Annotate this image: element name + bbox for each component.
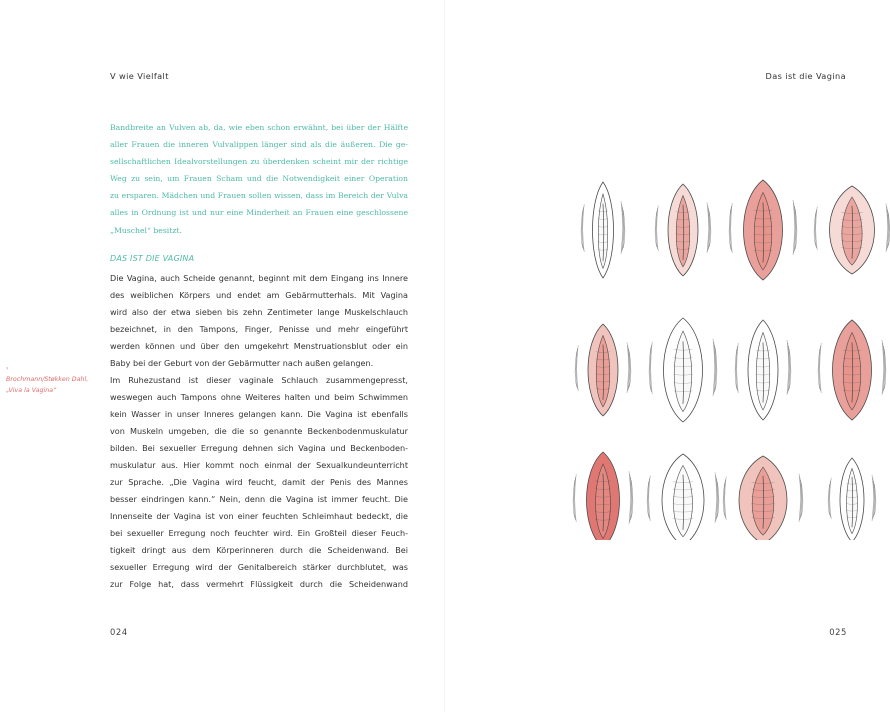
body-line: bilden. Bei sexueller Erregung dehnen sich Vagina und Beckenboden- xyxy=(110,443,408,453)
marginal-note xyxy=(6,363,106,396)
body-line: wird also der etwa sieben bis zehn Zentimeter lange Muskelschlauch xyxy=(110,307,408,317)
body-line: von Muskeln umgeben, die die so genannte Beckenbodenmuskulatur xyxy=(110,426,408,436)
page-number-right: 025 xyxy=(829,627,847,637)
page-number-left: 024 xyxy=(110,627,128,637)
body-line: Baby bei der Geburt von der Gebärmutter nach außen gelangen. xyxy=(110,358,374,368)
body-line: zur Sprache. „Die Vagina wird feucht, damit der Penis des Mannes xyxy=(110,477,408,487)
vulva-sketch-icon xyxy=(729,180,797,280)
body-line: muskulatur aus. Hier kommt noch einmal der Sexualkundeunterricht xyxy=(110,460,408,470)
teal-line: alles in Ordnung ist und nur eine Minderheit an Frauen eine geschlossene xyxy=(110,208,408,218)
teal-paragraph xyxy=(110,119,408,239)
body-line: Im Ruhezustand ist dieser vaginale Schlauch zusammengepresst, xyxy=(110,375,408,385)
vulva-sketch-icon xyxy=(655,184,711,276)
running-head-left: V wie Vielfalt xyxy=(110,71,169,81)
teal-line: aller Frauen die inneren Vulvalippen länger sind als die äußeren. Die ge- xyxy=(110,140,408,150)
teal-line: sellschaftlichen Idealvorstellungen zu überdenken scheint mir der richtige xyxy=(110,157,408,167)
vulva-sketch-icon xyxy=(649,318,717,422)
section-heading: DAS IST DIE VAGINA xyxy=(110,254,195,263)
body-line: bezeichnet, in den Tampons, Finger, Penisse und mehr eingeführt xyxy=(110,324,408,334)
body-line: werden können und über den umgekehrt Menstruationsblut oder ein xyxy=(110,341,408,351)
body-line: bei sexueller Erregung noch feuchter wird. Ein Großteil dieser Feuch- xyxy=(110,528,408,538)
vulva-sketch-icon xyxy=(723,456,803,540)
vulva-sketch-icon xyxy=(581,182,625,278)
teal-line: Weg zu sein, um Frauen Scham und die Notwendigkeit einer Operation xyxy=(110,174,408,184)
body-line: sexueller Erregung wird der Genitalbereich stärker durchblutet, was xyxy=(110,562,408,572)
vulva-sketch-icon xyxy=(818,320,886,420)
body-line: Die Vagina, auch Scheide genannt, beginnt mit dem Eingang ins Innere xyxy=(110,273,408,283)
body-line: kein Wasser in unser Inneres gelangen kann. Die Vagina ist ebenfalls xyxy=(110,409,408,419)
marginal-note-line: Brochmann/Støkken Dahl, xyxy=(6,376,89,383)
teal-line: „Muschel“ besitzt. xyxy=(110,225,182,235)
body-line: weswegen auch Tampons ohne Weiteres halten und beim Schwimmen xyxy=(110,392,408,402)
body-text xyxy=(110,270,408,593)
marginal-note-line: „Viva la Vagina“ xyxy=(6,387,57,394)
arrow-icon: › xyxy=(6,365,9,372)
body-line: besser eindringen kann.“ Nein, denn die Vagina ist immer feucht. Die xyxy=(110,494,408,504)
running-head-right: Das ist die Vagina xyxy=(765,71,846,81)
body-line: des weiblichen Körpers und endet am Gebärmutterhals. Mit Vagina xyxy=(110,290,408,300)
vulva-sketch-icon xyxy=(647,454,719,540)
teal-line: Bandbreite an Vulven ab, da, wie eben schon erwähnt, bei über der Hälfte xyxy=(110,123,408,132)
body-line: tigkeit dringt aus dem Körperinneren durch die Scheidenwand. Bei xyxy=(110,545,408,555)
vulva-sketch-icon xyxy=(573,452,633,540)
teal-line: zu ersparen. Mädchen und Frauen sollen wissen, dass im Bereich der Vulva xyxy=(110,191,408,201)
vulva-sketch-icon xyxy=(828,458,876,540)
vulva-sketch-icon xyxy=(735,320,791,420)
vulva-sketch-icon xyxy=(814,186,890,274)
body-line: Innenseite der Vagina ist von einer feuchten Schleimhaut bedeckt, die xyxy=(110,511,408,521)
vulva-sketch-icon xyxy=(575,324,631,416)
vulva-illustration-grid xyxy=(560,170,890,540)
body-line: zur Folge hat, dass vermehrt Flüssigkeit durch die Scheidenwand xyxy=(110,579,408,589)
